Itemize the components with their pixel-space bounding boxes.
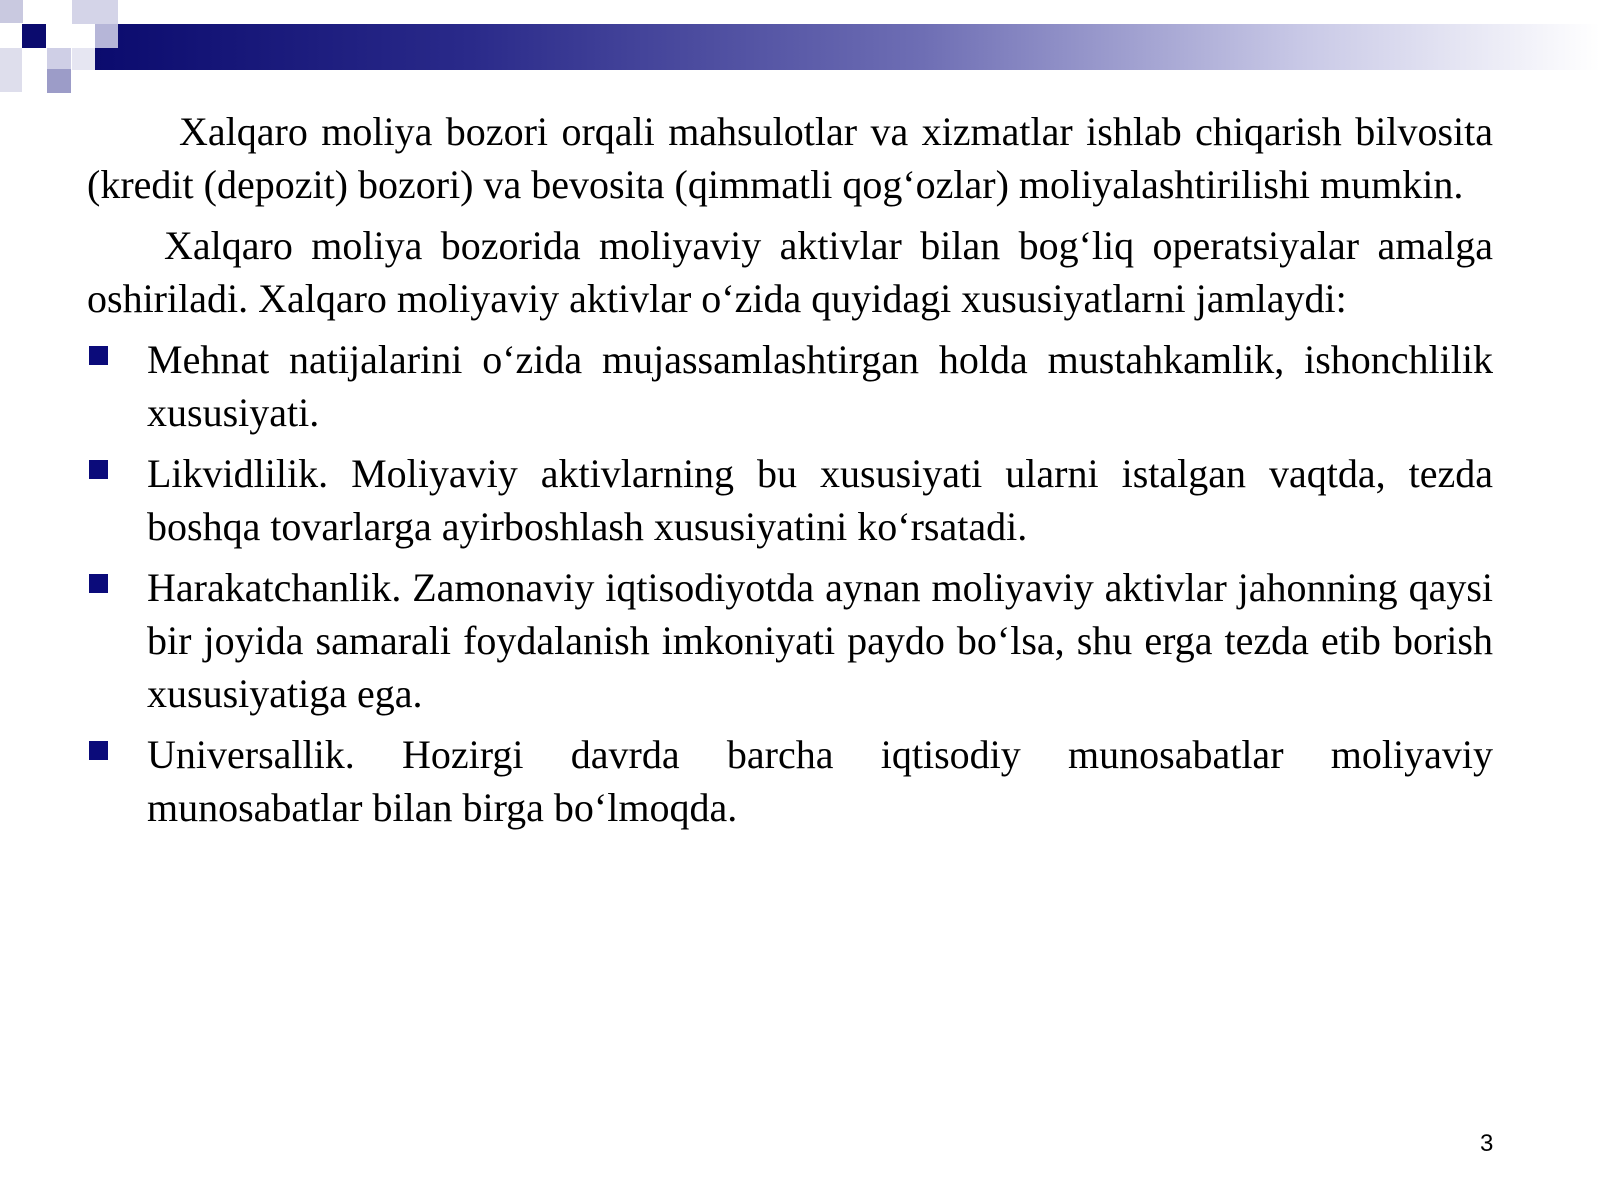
square-bullet-icon (89, 741, 108, 760)
decorative-square (47, 48, 71, 69)
assets-paragraph: Xalqaro moliya bozorida moliyaviy aktivlar bilan bog‘liq operatsiyalar amalga oshiriladi. Xalqaro moliyaviy aktivlar o‘zida quyidagi xususiyatlarni jamlaydi: (87, 223, 1493, 321)
decorative-square (0, 0, 23, 23)
decorative-square (22, 24, 46, 48)
list-item (87, 447, 1493, 553)
decorative-square (47, 69, 71, 93)
list-item-text: Mehnat natijalarini o‘zida mujassamlashtirgan holda mustahkamlik, ishonchlilik xususiyati. (147, 337, 1493, 435)
square-bullet-icon (89, 460, 108, 479)
list-item-text: Universallik. Hozirgi davrda barcha iqtisodiy munosabatlar moliyaviy munosabatlar bilan birga bo‘lmoqda. (147, 732, 1493, 830)
list-item (87, 561, 1493, 720)
page-number: 3 (1480, 1130, 1494, 1157)
square-bullet-icon (89, 346, 108, 365)
list-item (87, 333, 1493, 439)
properties-list (87, 333, 1493, 834)
square-bullet-icon (89, 574, 108, 593)
list-item-text: Harakatchanlik. Zamonaviy iqtisodiyotda aynan moliyaviy aktivlar jahonning qaysi bir joyida samarali foydalanish imkoniyati paydo bo‘lsa, shu erga tezda etib borish xususiyatiga ega. (147, 565, 1493, 716)
list-item-text: Likvidlilik. Moliyaviy aktivlarning bu xususiyati ularni istalgan vaqtda, tezda boshqa tovarlarga ayirboshlash xususiyatini ko‘rsatadi. (147, 451, 1493, 549)
list-item (87, 728, 1493, 834)
decorative-square (72, 0, 118, 24)
decorative-square (0, 48, 22, 92)
decorative-square (72, 48, 95, 70)
decorative-square (95, 24, 118, 48)
header-gradient-bar (95, 24, 1600, 70)
intro-paragraph: Xalqaro moliya bozori orqali mahsulotlar va xizmatlar ishlab chiqarish bilvosita (kredit (depozit) bozori) va bevosita (qimmatli qog‘ozlar) moliyalashtirilishi mumkin. (87, 109, 1493, 207)
slide-body (87, 105, 1493, 842)
